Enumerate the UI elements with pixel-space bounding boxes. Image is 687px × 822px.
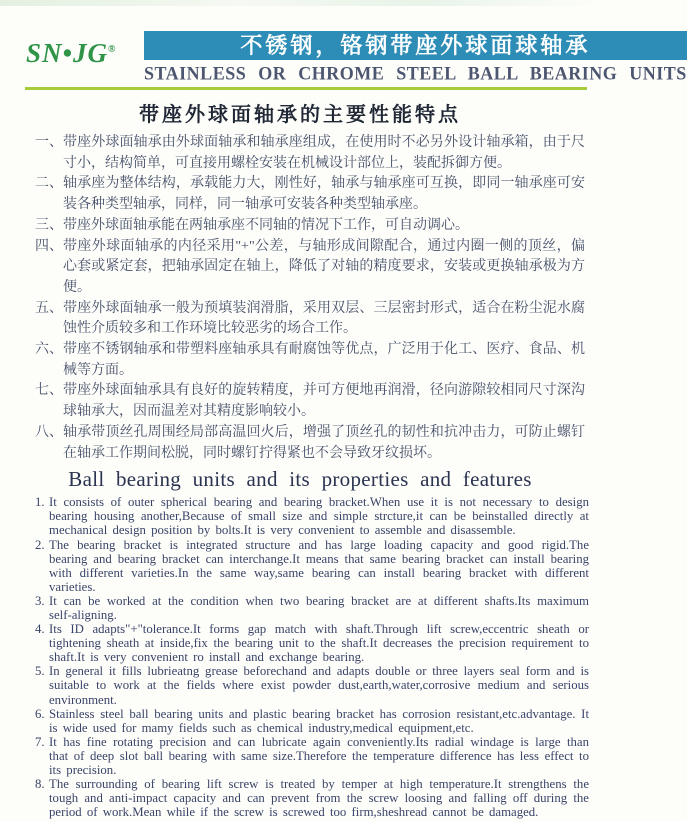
list-item [35,133,585,174]
list-item-number: 2. [35,537,45,552]
list-item-text: 带座外球面轴承具有良好的旋转精度，并可方便地再润滑，径向游隙较相同尺寸深沟球轴承大，因而温差对其精度影响较小。 [63,383,585,420]
english-section-title: Ball bearing units and its properties and features [68,467,532,492]
list-item-text: Its ID adapts"+"tolerance.It forms gap match with shaft.Through lift screw,eccentric sheath or tightening sheath at inside,fix the bearing unit to the shaft.It decreases the precision requirement to shaft.It is very convenient ro install and exchange bearing. [49,622,589,665]
list-item-number: 8. [35,777,45,792]
list-item [35,664,589,706]
scan-artifact-strip [0,0,600,6]
list-item [35,622,589,664]
list-item [35,707,589,735]
list-item-text: It has fine rotating precision and can lubricate again conveniently.Its radial windage is large than that of deep slot ball bearing with same size.Therefore the temperature difference has less effect to its precision. [49,734,589,778]
brand-logo [26,31,144,68]
list-item-number: 1. [35,495,45,510]
list-item-text: It can be worked at the condition when two bearing bracket are at different shafts.Its maximum self-aligning. [49,593,589,622]
list-item-number: 七、 [35,383,63,399]
list-item [35,174,585,215]
list-item-number: 6. [35,706,45,721]
list-item-text: The surrounding of bearing lift screw is treated by temper at high temperature.It strengthens the tough and anti-impact capacity and can prevent from the screw loosing and falling off during the period of work.Mean while if the screw is screwed too firm,sheshread cannot be damaged. [49,777,589,820]
header-title-block [144,31,687,85]
list-item [35,381,585,422]
list-item-number: 4. [35,622,45,637]
page-header [0,0,687,85]
list-item-text: 带座外球面轴承由外球面轴承和轴承座组成，在使用时不必另外设计轴承箱，由于尺寸小，结构简单，可直接用螺栓安装在机械设计部位上，装配拆御方便。 [63,135,585,171]
english-feature-list [35,495,589,819]
chinese-feature-list [35,133,585,464]
list-item [35,495,589,537]
list-item-number: 二、 [35,176,63,192]
list-item-number: 六、 [35,342,63,358]
brand-logo-text: SN•JG [26,38,108,68]
list-item [35,423,585,464]
list-item [35,340,585,381]
list-item-text: 轴承座为整体结构，承载能力大，刚性好，轴承与轴承座可互换，即同一轴承座可安装各种类型轴承，同样，同一轴承可安装各种类型轴承座。 [63,176,585,213]
list-item-text: 带座外球面轴承能在两轴承座不同轴的情况下工作，可自动调心。 [63,217,469,233]
list-item-number: 7. [35,734,45,749]
list-item-text: The bearing bracket is integrated structure and has large loading capacity and good rigid.The bearing and bearing bracket can interchange.It means that same bearing bracket can install bearing with different varieties.In the same way,same bearing can install bearing bracket with different varieties. [49,537,589,594]
list-item-text: 带座外球面轴承的内径采用"+"公差，与轴形成间隙配合，通过内圈一侧的顶丝，偏心套或紧定套，把轴承固定在轴上，降低了对轴的精度要求，安装或更换轴承极为方便。 [63,238,585,295]
list-item [35,735,589,777]
list-item-number: 3. [35,593,45,608]
registered-trademark-symbol: ® [107,44,116,55]
list-item [35,216,585,237]
list-item-text: In general it fills lubrieatng grease beforechand and adapts double or three layers seal form and is suitable to work at the fields where exist powder dust,earth,water,corrosive medium and serious environment. [49,664,589,707]
list-item-number: 5. [35,664,45,679]
banner-title-chinese: 不锈钢，铬钢带座外球面球轴承 [144,31,687,60]
list-item-text: 轴承带顶丝孔周围经局部高温回火后，增强了顶丝孔的韧性和抗冲击力，可防止螺钉在轴承工作期间松脱，同时螺钉拧得紧也不会导致牙纹损坏。 [63,424,585,461]
list-item [35,594,589,622]
list-item-number: 五、 [35,300,63,316]
list-item [35,538,589,594]
list-item [35,237,585,299]
list-item-number: 一、 [35,135,63,150]
list-item-number: 八、 [35,424,63,440]
list-item-number: 四、 [35,238,63,254]
header-divider-rule [25,87,587,90]
banner-title-english: STAINLESS OR CHROME STEEL BALL BEARING UNITS [144,62,687,84]
list-item-text: 带座不锈钢轴承和带塑料座轴承具有耐腐蚀等优点，广泛用于化工、医疗、食品、机械等方面。 [63,342,585,378]
list-item-text: It consists of outer spherical bearing and bearing bracket.When use it is not necessary to design bearing housing another,Because of small size and simple strcture,it can be beinstalled directly at mechanical design position by bolts.It is very convenient to assemble and disassemble. [49,495,589,538]
list-item-text: Stainless steel ball bearing units and plastic bearing bracket has corrosion resistant,etc.advantage. It is wide used for mamy fields such as chemical industry,medical equipment,etc. [49,706,589,735]
list-item-number: 三、 [35,217,63,233]
list-item [35,299,585,340]
list-item [35,777,589,819]
chinese-section-title: 带座外球面轴承的主要性能特点 [139,104,461,126]
list-item-text: 带座外球面轴承一般为预填装润滑脂，采用双层、三层密封形式，适合在粉尘泥水腐蚀性介质较多和工作环境比较恶劣的场合工作。 [63,300,585,337]
